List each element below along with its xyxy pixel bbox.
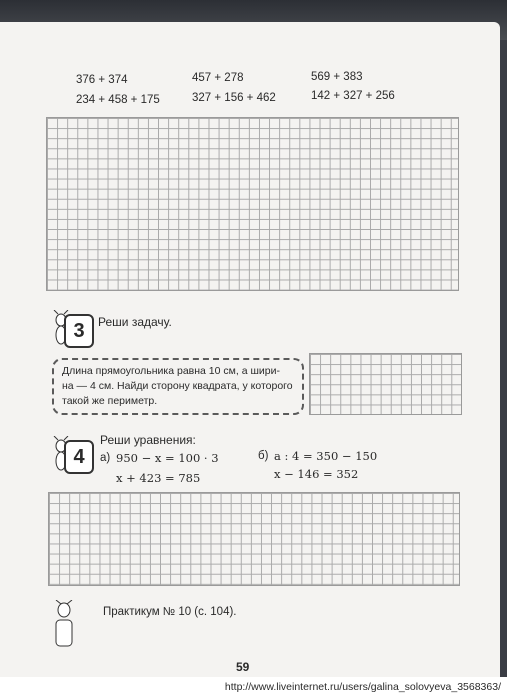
problem-line-2: на — 4 см. Найди сторону квадрата, у которого [62, 380, 293, 392]
equation-b2: x − 146 = 352 [274, 467, 359, 481]
ant-mascot-icon [52, 600, 76, 650]
grid-task3 [309, 353, 462, 415]
problem-line-3: такой же периметр. [62, 395, 158, 407]
equation-a1: 950 − x = 100 · 3 [116, 451, 219, 465]
page-number: 59 [236, 660, 250, 674]
problem-box [52, 358, 304, 415]
grid-top [46, 117, 459, 291]
task-number-badge: 4 [64, 440, 94, 474]
exercise-2a: 457 + 278 [192, 72, 244, 84]
eq-b-prefix: б) [258, 450, 269, 462]
source-footer [0, 677, 507, 699]
exercise-3a: 569 + 383 [311, 71, 363, 83]
source-url: http://www.liveinternet.ru/users/galina_solovyeva_3568363/ [224, 681, 501, 693]
eq-a-prefix: а) [100, 452, 111, 464]
equation-a2: x + 423 = 785 [116, 471, 201, 485]
equation-b1: a : 4 = 350 − 150 [274, 449, 378, 463]
task4-label: Реши уравнения: [100, 433, 196, 447]
practicum-reference: Практикум № 10 (с. 104). [103, 606, 237, 618]
task-number-badge: 3 [64, 314, 94, 348]
task3-label: Реши задачу. [98, 315, 172, 329]
problem-line-1: Длина прямоугольника равна 10 см, а шири- [62, 365, 280, 377]
grid-bottom [48, 492, 460, 586]
exercise-1a: 376 + 374 [76, 74, 128, 86]
exercise-3b: 142 + 327 + 256 [311, 90, 395, 102]
exercise-2b: 327 + 156 + 462 [192, 92, 276, 104]
exercise-1b: 234 + 458 + 175 [76, 94, 160, 106]
